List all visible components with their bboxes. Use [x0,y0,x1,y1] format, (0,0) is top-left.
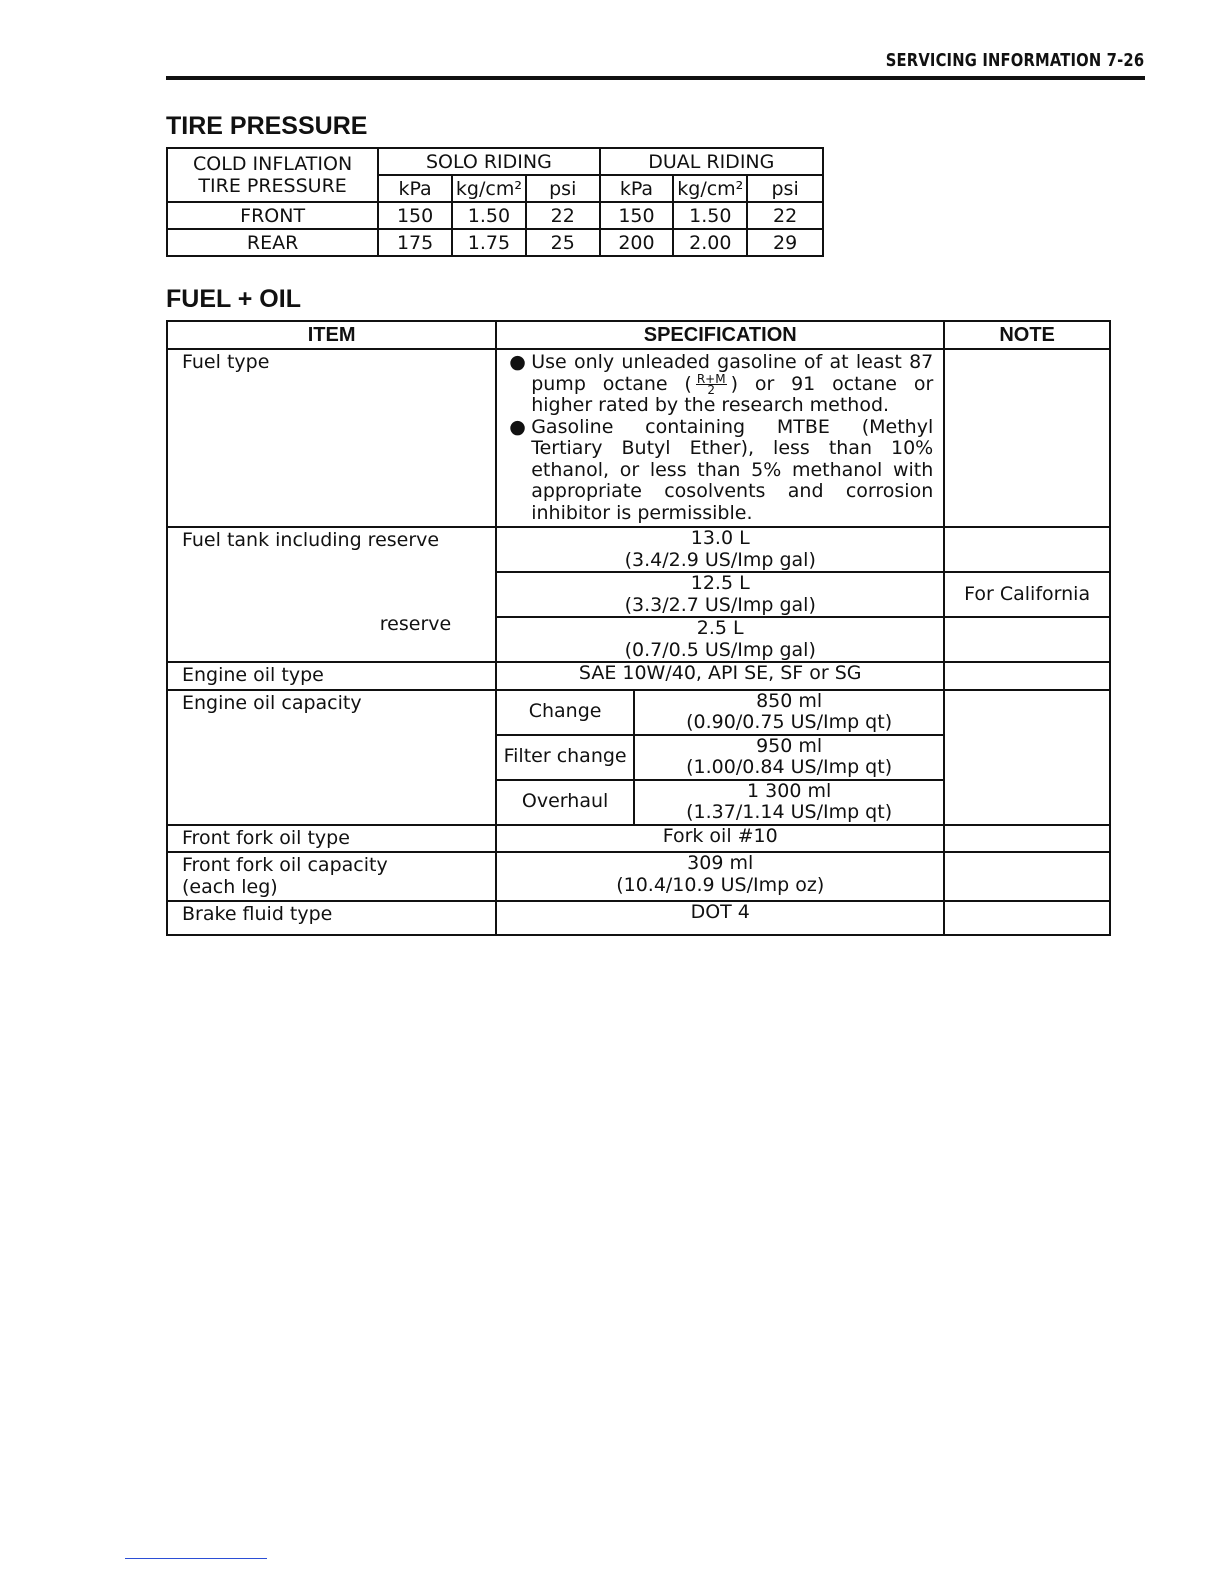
filter-change-qt: (1.00/0.84 US/Imp qt) [686,756,893,778]
fuel-oil-title: FUEL + OIL [166,285,301,313]
fuel-tank-spec-1 [496,527,944,572]
tire-row-rear [167,229,823,256]
page-header-title: SERVICING INFORMATION 7-26 [885,50,1144,71]
oil-change-qt: (0.90/0.75 US/Imp qt) [686,711,893,733]
fuel-type-note [944,349,1110,527]
engine-oil-type-note [944,662,1110,690]
tire-value: 2.00 [673,229,747,256]
fuel-tank-ca-liters: 12.5 L [690,572,750,594]
tire-value: 29 [747,229,823,256]
tire-value: 150 [600,202,674,229]
reserve-note [944,617,1110,662]
fork-oil-ml: 309 ml [687,852,754,874]
tire-value: 175 [378,229,452,256]
tire-value: 1.50 [673,202,747,229]
tire-value: 150 [378,202,452,229]
oil-change-spec [634,690,944,735]
tire-value: 22 [526,202,600,229]
brake-fluid-spec: DOT 4 [496,901,944,935]
reserve-label: reserve [379,612,452,635]
overhaul-spec [634,780,944,825]
reserve-gallons: (0.7/0.5 US/Imp gal) [624,638,816,661]
tire-pressure-table [166,147,824,257]
brake-fluid-item: Brake fluid type [167,901,496,935]
engine-oil-type-spec: SAE 10W/40, API SE, SF or SG [496,662,944,690]
unit-cell: kg/cm² [673,175,747,202]
bullet2-text: Gasoline containing MTBE (Methyl Tertiary Butyl Ether), less than 10% ethanol, or less than 5% methanol with appropriate cosolvents and corrosion inhibitor is permissible. [531,415,934,524]
fuel-oil-table [166,320,1111,936]
tire-corner-cell [167,148,378,202]
fuel-tank-ca-gallons: (3.3/2.7 US/Imp gal) [624,593,816,616]
overhaul-ml: 1 300 ml [747,779,832,802]
fuel-tank-item: Fuel tank including reserve [182,529,440,551]
bullet1-text-b: ) or 91 octane or higher rated by the research method. [531,372,934,416]
oil-change-ml: 850 ml [756,689,823,712]
tire-corner-line2: TIRE PRESSURE [198,175,347,197]
fuel-type-item: Fuel type [167,349,496,527]
octane-fraction [696,371,727,397]
fork-oil-capacity-spec [496,852,944,901]
fork-oil-type-item: Front fork oil type [167,825,496,853]
bullet1-text-a: Use only unleaded gasoline of at least 87 pump octane ( [531,351,934,395]
tire-value: 25 [526,229,600,256]
spec-header: SPECIFICATION [496,321,944,349]
engine-oil-capacity-note [944,690,1110,825]
filter-change-spec [634,735,944,780]
fork-oil-capacity-label: Front fork oil capacity [182,854,388,876]
fork-oil-capacity-note [944,852,1110,901]
engine-oil-type-item: Engine oil type [167,662,496,690]
fuel-tank-item-cell [167,527,496,662]
bullet-icon: ● [509,415,526,438]
item-header: ITEM [167,321,496,349]
fuel-tank-spec-2 [496,572,944,617]
tire-value: 1.50 [452,202,526,229]
note-header: NOTE [944,321,1110,349]
fuel-tank-gallons: (3.4/2.9 US/Imp gal) [624,548,816,571]
fork-oil-capacity-sub: (each leg) [182,875,278,898]
fuel-header-row [167,321,1110,349]
filter-change-label: Filter change [496,735,634,780]
fraction-numerator: R+M [696,371,726,386]
brake-fluid-note [944,901,1110,935]
footer-link-line [125,1558,267,1559]
fuel-type-row [167,349,1110,527]
oil-change-label: Change [496,690,634,735]
fork-oil-type-note [944,825,1110,853]
fuel-type-bullet-2 [509,417,933,525]
unit-cell: psi [526,175,600,202]
tire-value: 22 [747,202,823,229]
fuel-tank-liters: 13.0 L [690,527,750,549]
fork-oil-capacity-item [167,852,496,901]
fuel-type-spec [496,349,944,527]
fork-oil-type-row [167,825,1110,853]
overhaul-qt: (1.37/1.14 US/Imp qt) [686,801,893,823]
brake-fluid-row [167,901,1110,935]
engine-oil-type-row [167,662,1110,690]
fraction-denominator: 2 [707,382,716,397]
unit-cell: kg/cm² [452,175,526,202]
california-note: For California [944,572,1110,617]
tire-header-row [167,148,823,175]
fuel-tank-note-1 [944,527,1110,572]
tire-corner-line1: COLD INFLATION [193,153,353,175]
tire-value: 200 [600,229,674,256]
unit-cell: kPa [378,175,452,202]
overhaul-label: Overhaul [496,780,634,825]
reserve-liters: 2.5 L [696,617,744,639]
dual-riding-header: DUAL RIDING [600,148,823,175]
engine-oil-capacity-row-1 [167,690,1110,735]
tire-pressure-title: TIRE PRESSURE [166,112,368,140]
solo-riding-header: SOLO RIDING [378,148,599,175]
fork-oil-oz: (10.4/10.9 US/Imp oz) [616,873,825,896]
fuel-type-bullet-1 [509,352,933,417]
reserve-spec [496,617,944,662]
unit-cell: kPa [600,175,674,202]
fork-oil-capacity-row [167,852,1110,901]
unit-cell: psi [747,175,823,202]
engine-oil-capacity-item: Engine oil capacity [167,690,496,825]
tire-row-label: FRONT [167,202,378,229]
bullet-icon: ● [509,351,526,373]
fuel-tank-row-1 [167,527,1110,572]
header-rule [166,76,1145,80]
fork-oil-type-spec: Fork oil #10 [496,825,944,853]
tire-row-front [167,202,823,229]
tire-row-label: REAR [167,229,378,256]
filter-change-ml: 950 ml [756,734,823,757]
tire-value: 1.75 [452,229,526,256]
